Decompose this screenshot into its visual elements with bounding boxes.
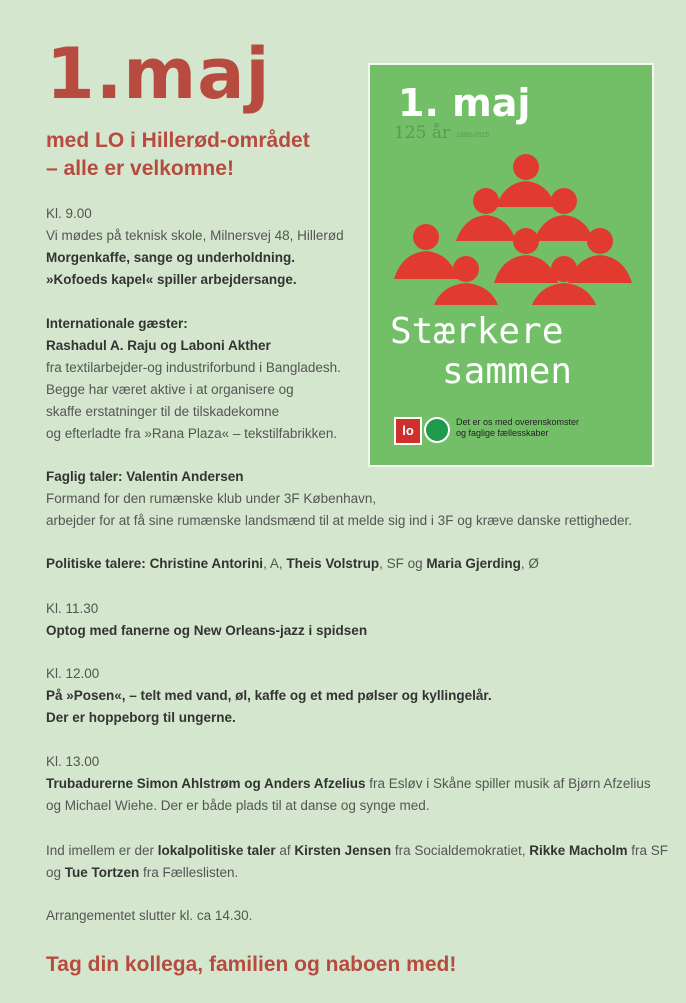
party-text: , A, [263,556,287,571]
program-section-0900 [46,203,344,291]
section-heading: Politiske talere: [46,556,146,571]
program-text: fra Fælleslisten. [139,865,239,880]
speaker-name: Kirsten Jensen [294,843,392,858]
poster-note-line-1: Det er os med overenskomster [456,417,580,427]
speaker-name: Tue Tortzen [64,865,140,880]
party-text: , Ø [520,556,539,571]
program-section-1130 [46,598,367,642]
program-text: Ind imellem er der [46,843,158,858]
lo-logo: lo [394,417,422,445]
program-text: Formand for den rumænske klub under 3F København, [46,491,377,506]
speaker-name: Christine Antorini [149,556,264,571]
subtitle-line-1: med LO i Hillerød-området [46,129,310,152]
poster-image [368,63,654,467]
program-text: fra Esløv i Skåne spiller musik af Bjørn Afzelius [365,776,651,791]
program-text: skaffe erstatninger til de tilskadekomne [46,404,280,419]
program-text: Vi mødes på teknisk skole, Milnersvej 48, Hillerød [46,228,344,243]
program-text-bold: Morgenkaffe, sange og underholdning. [46,250,296,265]
program-text: fra textilarbejder-og industriforbund i Bangladesh. [46,360,341,375]
performers: Trubadurerne Simon Ahlstrøm og Anders Afzelius [46,776,366,791]
program-section-political-speakers [46,553,539,575]
program-text: og Michael Wiehe. Der er både plads til at danse og synge med. [46,798,430,813]
time-label: Kl. 13.00 [46,754,100,769]
section-heading: Internationale gæster: [46,316,188,331]
program-end-note: Arrangementet slutter kl. ca 14.30. [46,908,253,923]
speaker-name: Theis Volstrup [286,556,380,571]
program-text: og efterladte fra »Rana Plaza« – tekstilfabrikken. [46,426,338,441]
speaker-name: Maria Gjerding [426,556,521,571]
section-heading: Faglig taler: Valentin Andersen [46,469,244,484]
poster-years-range: 1890-2015 [456,132,490,139]
poster-years: 125 år [394,123,451,143]
program-text: og [46,865,65,880]
poster-slogan-line-2: sammen [442,351,573,392]
program-section-1300 [46,751,651,817]
program-text-bold: Der er hoppeborg til ungerne. [46,710,236,725]
program-text-bold: Optog med fanerne og New Orleans-jazz i spidsen [46,623,368,638]
time-label: Kl. 12.00 [46,666,100,681]
poster-slogan-line-1: Stærkere [390,311,564,352]
program-section-local-speakers [46,840,668,884]
poster-title: 1. maj [398,81,531,125]
program-text-bold: lokalpolitiske taler [157,843,276,858]
program-text: af [275,843,295,858]
speaker-name: Rikke Macholm [529,843,628,858]
guest-names: Rashadul A. Raju og Laboni Akther [46,338,271,353]
people-figures-illustration [386,145,638,305]
program-text: arbejder for at få sine rumænske landsmænd til at melde sig ind i 3F og kræve danske rettigheder. [46,513,633,528]
program-text: fra SF [627,843,669,858]
page-title: 1.maj [46,33,271,115]
program-text: Begge har været aktive i at organisere og [46,382,294,397]
program-section-union-speaker [46,466,632,532]
program-section-guests [46,313,341,445]
subtitle-line-2: – alle er velkomne! [46,157,234,180]
program-text-bold: »Kofoeds kapel« spiller arbejdersange. [46,272,297,287]
poster-note-line-2: og faglige fællesskaber [456,428,549,438]
time-label: Kl. 9.00 [46,206,92,221]
program-text: fra Socialdemokratiet, [391,843,530,858]
closing-line: Tag din kollega, familien og naboen med! [46,953,457,976]
program-text-bold: På »Posen«, – telt med vand, øl, kaffe og et med pølser og kyllingelår. [46,688,492,703]
fagligt-faellesskab-logo-icon [424,417,450,443]
poster-note [456,417,579,439]
program-section-1200 [46,663,492,729]
party-text: , SF og [379,556,427,571]
time-label: Kl. 11.30 [46,601,99,616]
